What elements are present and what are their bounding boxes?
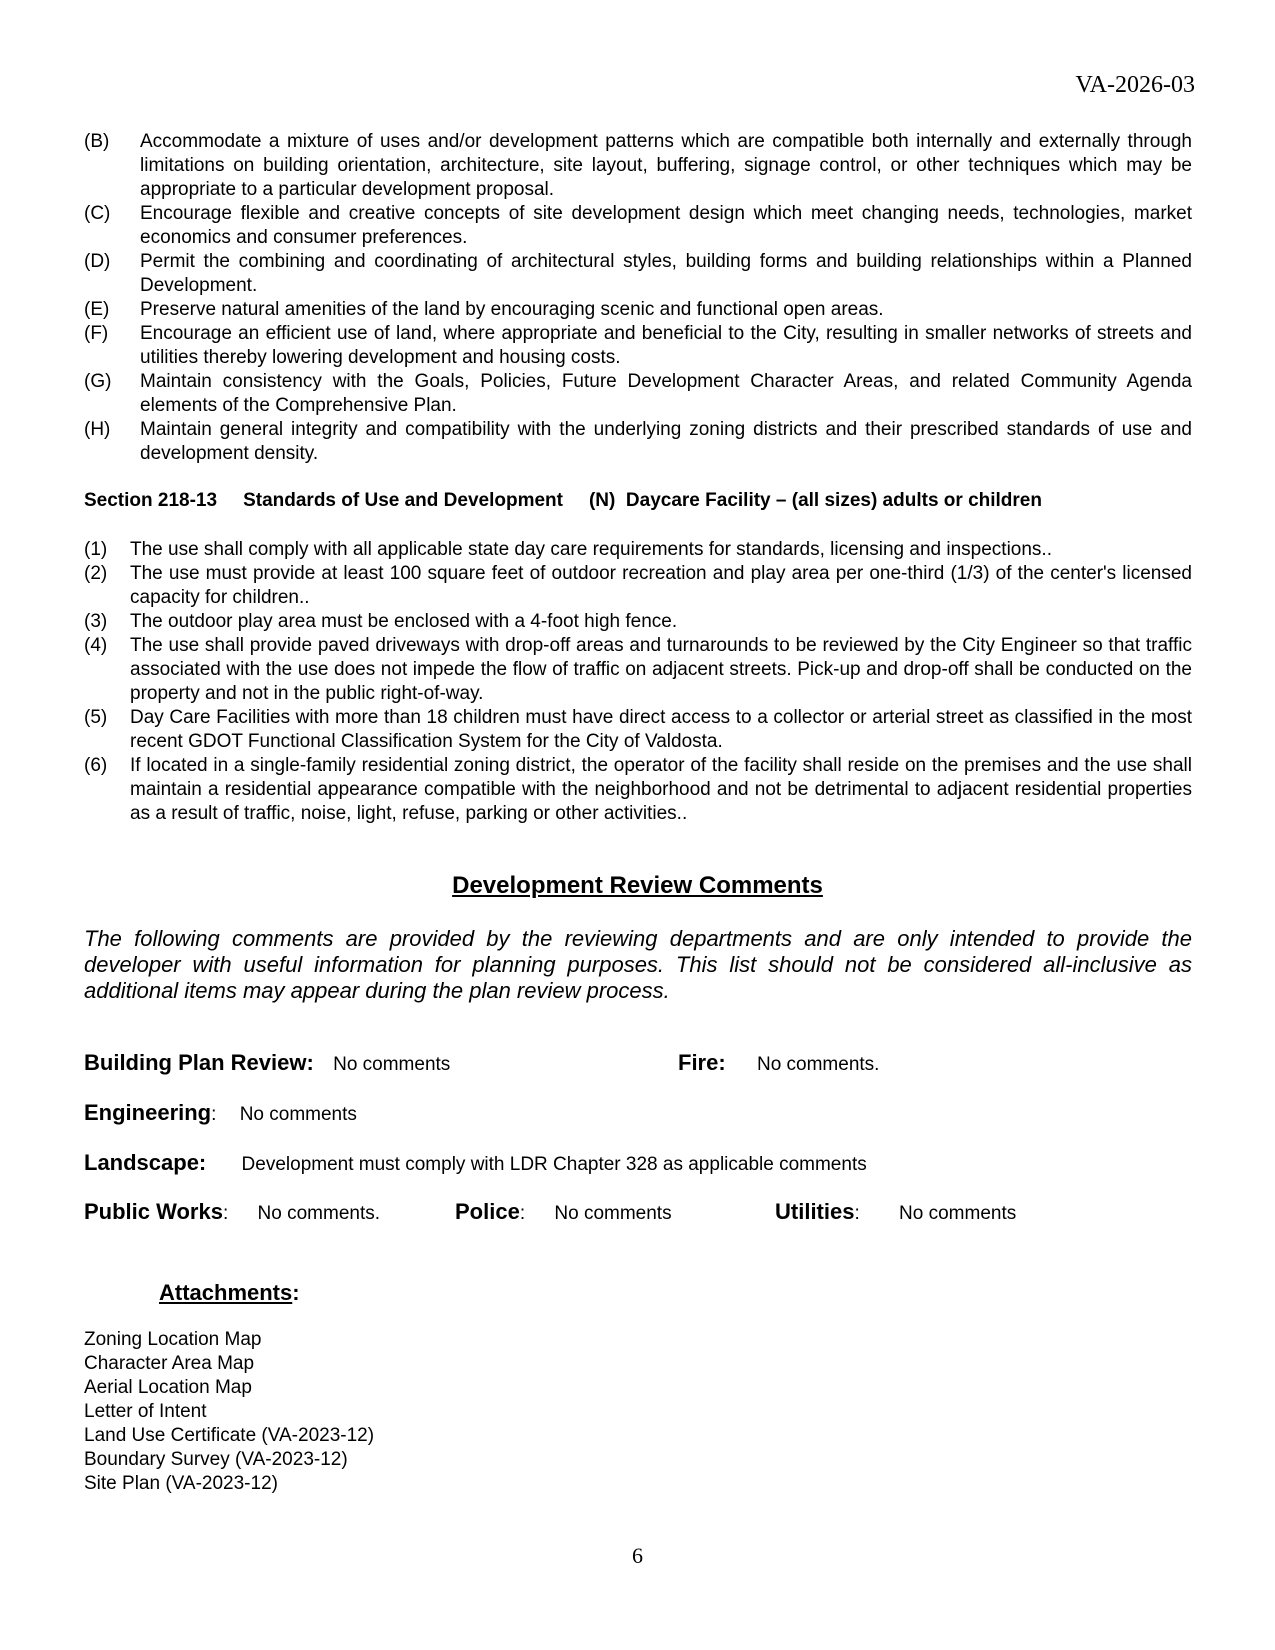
item-text: If located in a single-family residential zoning district, the operator of the facility shall reside on the premises and the use shall maintain a residential appearance compatible with the neighborhood and not be detrimental to adjacent residential properties as a result of traffic, noise, light, refuse, parking or other activities.. (130, 755, 1192, 824)
fire-row (678, 1050, 879, 1076)
section-title: Standards of Use and Development (243, 490, 563, 511)
list-item (84, 250, 1192, 298)
item-text: Preserve natural amenities of the land by encouraging scenic and functional open areas. (140, 299, 884, 320)
item-marker: (F) (84, 323, 109, 344)
item-marker: (H) (84, 419, 111, 440)
landscape-value: Development must comply with LDR Chapter 328 as applicable comments (241, 1154, 867, 1175)
attachments-heading-text: Attachments (159, 1280, 293, 1305)
colon: : (519, 1203, 526, 1224)
list-item (84, 370, 1192, 418)
standards-list (84, 538, 1192, 826)
public-works-label: Public Works (84, 1199, 223, 1224)
item-marker: (2) (84, 563, 108, 584)
list-item: Land Use Certificate (VA-2023-12) (84, 1425, 375, 1446)
list-item: Boundary Survey (VA-2023-12) (84, 1449, 348, 1470)
list-item: Site Plan (VA-2023-12) (84, 1473, 278, 1494)
section-subtitle: (N) Daycare Facility – (all sizes) adults or children (588, 490, 1042, 511)
landscape-label: Landscape: (84, 1150, 207, 1175)
list-item (84, 706, 1192, 754)
purpose-list (84, 130, 1192, 466)
review-intro: The following comments are provided by the reviewing departments and are only intended to provide the developer with useful information for planning purposes. This list should not be considered all-inclusive as additional items may appear during the plan review process. (84, 926, 1192, 1003)
engineering-row (84, 1100, 357, 1126)
item-text: The outdoor play area must be enclosed with a 4-foot high fence. (130, 611, 678, 632)
case-number: VA-2026-03 (1075, 72, 1195, 98)
public-works-value: No comments. (257, 1203, 381, 1224)
item-marker: (E) (84, 299, 110, 320)
list-item: Zoning Location Map (84, 1329, 262, 1350)
item-marker: (1) (84, 539, 108, 560)
engineering-value: No comments (239, 1104, 357, 1125)
attachments-list (84, 1328, 374, 1496)
item-text: Encourage flexible and creative concepts of site development design which meet changing needs, technologies, market economics and consumer preferences. (140, 203, 1192, 248)
list-item (84, 202, 1192, 250)
list-item (84, 130, 1192, 202)
colon: : (211, 1104, 217, 1125)
public-works-row (84, 1199, 380, 1225)
attachments-heading (159, 1280, 300, 1306)
list-item: Letter of Intent (84, 1401, 207, 1422)
utilities-value: No comments (899, 1203, 1017, 1224)
fire-value: No comments. (756, 1054, 880, 1075)
list-item: Character Area Map (84, 1353, 255, 1374)
item-marker: (B) (84, 131, 110, 152)
utilities-label: Utilities (775, 1199, 855, 1224)
item-marker: (C) (84, 203, 111, 224)
item-text: The use shall provide paved driveways with drop-off areas and turnarounds to be reviewed by the City Engineer so that traffic associated with the use does not impede the flow of traffic on adjacent streets. Pick-up and drop-off shall be conducted on the property and not in the public right-of-way. (130, 635, 1192, 704)
utilities-row (775, 1199, 1016, 1225)
list-item (84, 562, 1192, 610)
building-label: Building Plan Review: (84, 1050, 314, 1075)
building-fire-row (84, 1050, 450, 1076)
item-marker: (4) (84, 635, 108, 656)
item-text: Encourage an efficient use of land, where appropriate and beneficial to the City, resulting in smaller networks of streets and utilities thereby lowering development and housing costs. (140, 323, 1192, 368)
list-item (84, 754, 1192, 826)
list-item: Aerial Location Map (84, 1377, 252, 1398)
police-label: Police (455, 1199, 520, 1224)
colon: : (854, 1203, 860, 1224)
section-heading (84, 490, 1068, 512)
item-text: Day Care Facilities with more than 18 children must have direct access to a collector or arterial street as classified in the most recent GDOT Functional Classification System for the City of Valdosta. (130, 707, 1192, 752)
list-item (84, 538, 1192, 562)
item-marker: (D) (84, 251, 111, 272)
list-item (84, 322, 1192, 370)
item-text: Accommodate a mixture of uses and/or development patterns which are compatible both internally and externally through limitations on building orientation, architecture, site layout, buffering, signage control, or other techniques which may be appropriate to a particular development proposal. (140, 131, 1192, 200)
item-marker: (5) (84, 707, 108, 728)
list-item (84, 298, 1192, 322)
colon: : (292, 1280, 300, 1305)
fire-label: Fire: (678, 1050, 726, 1075)
item-text: The use must provide at least 100 square feet of outdoor recreation and play area per one-third (1/3) of the center's licensed capacity for children.. (130, 563, 1192, 608)
item-marker: (6) (84, 755, 108, 776)
item-marker: (G) (84, 371, 112, 392)
item-text: Permit the combining and coordinating of architectural styles, building forms and building relationships within a Planned Development. (140, 251, 1192, 296)
police-row (455, 1199, 672, 1225)
item-text: Maintain consistency with the Goals, Policies, Future Development Character Areas, and related Community Agenda elements of the Comprehensive Plan. (140, 371, 1192, 416)
list-item (84, 610, 1192, 634)
review-heading: Development Review Comments (452, 872, 823, 899)
colon: : (222, 1203, 229, 1224)
item-text: The use shall comply with all applicable state day care requirements for standards, licensing and inspections.. (130, 539, 1052, 560)
item-marker: (3) (84, 611, 108, 632)
item-text: Maintain general integrity and compatibility with the underlying zoning districts and their prescribed standards of use and development density. (140, 419, 1192, 464)
engineering-label: Engineering (84, 1100, 212, 1125)
list-item (84, 418, 1192, 466)
list-item (84, 634, 1192, 706)
page-number: 6 (632, 1543, 643, 1568)
police-value: No comments (554, 1203, 672, 1224)
building-value: No comments (333, 1054, 451, 1075)
landscape-row (84, 1150, 867, 1176)
section-number: Section 218-13 (84, 490, 218, 511)
